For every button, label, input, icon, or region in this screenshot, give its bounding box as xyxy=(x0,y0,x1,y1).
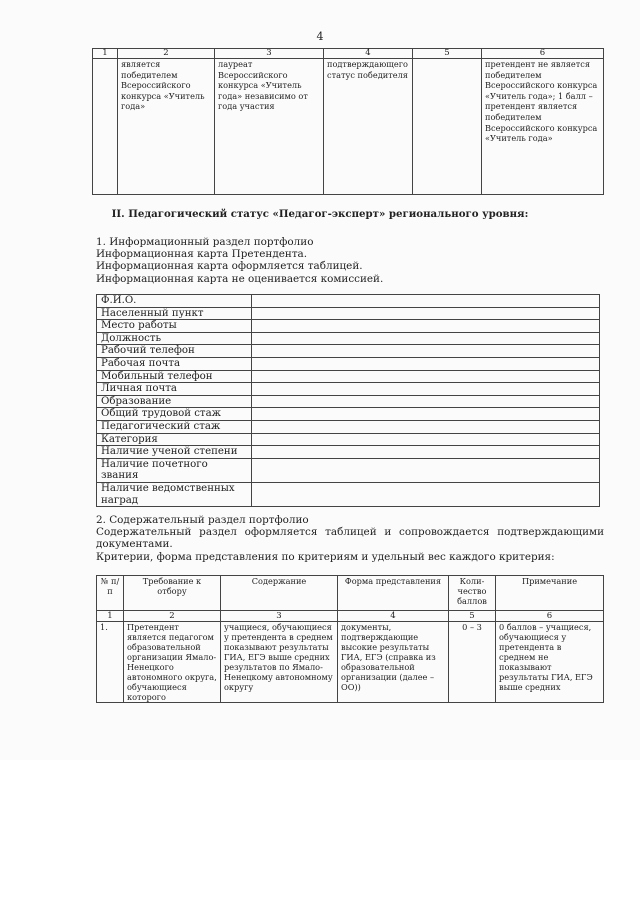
column-number-row xyxy=(97,611,604,622)
paragraph-line: 2. Содержательный раздел портфолио xyxy=(96,514,309,526)
row-label: Мобильный телефон xyxy=(97,370,252,383)
row-label: Место работы xyxy=(97,320,252,333)
paragraph-line: 1. Информационный раздел портфолио xyxy=(96,236,314,248)
table-cell: 0 баллов – учащиеся, обучающиеся у претендента в среднем не показывают результаты ГИА, ЕГЭ выше средних xyxy=(496,622,604,703)
table-cell: 2 xyxy=(118,49,215,59)
row-value xyxy=(252,408,600,421)
content-section-text xyxy=(96,514,604,563)
table-row xyxy=(97,420,600,433)
row-label: Наличие ученой степени xyxy=(97,446,252,459)
row-value xyxy=(252,307,600,320)
table-cell xyxy=(93,59,118,195)
row-value xyxy=(252,383,600,396)
table-cell: претендент не является победителем Всероссийского конкурса «Учитель года»; 1 балл – претендент является победителем Всероссийского конкурса «Учитель года» xyxy=(482,59,604,195)
row-value xyxy=(252,320,600,333)
table-cell: 1. xyxy=(97,622,124,703)
column-header: № п/п xyxy=(97,576,124,611)
table-row xyxy=(97,370,600,383)
table-row xyxy=(97,307,600,320)
table-row xyxy=(97,320,600,333)
row-label: Ф.И.О. xyxy=(97,295,252,308)
table-row xyxy=(97,446,600,459)
table-cell: является победителем Всероссийского конкурса «Учитель года» xyxy=(118,59,215,195)
column-header: Примечание xyxy=(496,576,604,611)
column-header: Содержание xyxy=(221,576,338,611)
table-cell: 4 xyxy=(338,611,449,622)
row-value xyxy=(252,420,600,433)
table-cell: 2 xyxy=(124,611,221,622)
row-value xyxy=(252,458,600,482)
table-row xyxy=(97,332,600,345)
paragraph-line: Содержательный раздел оформляется таблицей и сопровождается подтверждающими документами. xyxy=(96,526,604,551)
table-cell: 6 xyxy=(496,611,604,622)
row-label: Общий трудовой стаж xyxy=(97,408,252,421)
row-value xyxy=(252,295,600,308)
row-label: Категория xyxy=(97,433,252,446)
row-value xyxy=(252,345,600,358)
row-label: Должность xyxy=(97,332,252,345)
table-row xyxy=(97,482,600,506)
info-card-table xyxy=(96,294,600,507)
table-row xyxy=(97,295,600,308)
column-header: Коли-чество баллов xyxy=(449,576,496,611)
table-row xyxy=(93,59,604,195)
criteria-table-continued xyxy=(92,48,604,195)
row-label: Рабочий телефон xyxy=(97,345,252,358)
row-label: Рабочая почта xyxy=(97,357,252,370)
paragraph-line: Критерии, форма представления по критериям и удельный вес каждого критерия: xyxy=(96,550,555,563)
paragraph-line: Информационная карта не оценивается комиссией. xyxy=(96,272,384,285)
row-label: Наличие ведомственных наград xyxy=(97,482,252,506)
table-header-row xyxy=(97,576,604,611)
row-value xyxy=(252,446,600,459)
table-cell xyxy=(413,59,482,195)
page-number: 4 xyxy=(316,30,324,43)
table-row xyxy=(97,345,600,358)
table-cell: лауреат Всероссийского конкурса «Учитель года» независимо от года участия xyxy=(215,59,324,195)
paragraph-line: Информационная карта оформляется таблицей. xyxy=(96,260,363,273)
table-cell: 6 xyxy=(482,49,604,59)
table-cell: 5 xyxy=(413,49,482,59)
row-value xyxy=(252,332,600,345)
criteria-table xyxy=(96,575,604,703)
table-row xyxy=(97,622,604,703)
table-cell: 1 xyxy=(93,49,118,59)
table-cell: 3 xyxy=(215,49,324,59)
row-label: Личная почта xyxy=(97,383,252,396)
table-cell: 0 – 3 xyxy=(449,622,496,703)
table-row xyxy=(97,357,600,370)
column-header: Форма представления xyxy=(338,576,449,611)
table-cell: подтверждающего статус победителя xyxy=(324,59,413,195)
table-row xyxy=(97,408,600,421)
table-cell: 3 xyxy=(221,611,338,622)
row-label: Педагогический стаж xyxy=(97,420,252,433)
table-row xyxy=(97,395,600,408)
table-cell: 5 xyxy=(449,611,496,622)
table-cell: 4 xyxy=(324,49,413,59)
table-row xyxy=(97,458,600,482)
row-label: Образование xyxy=(97,395,252,408)
row-value xyxy=(252,395,600,408)
row-value xyxy=(252,433,600,446)
table-cell: 1 xyxy=(97,611,124,622)
table-header-row xyxy=(93,49,604,59)
row-value xyxy=(252,370,600,383)
table-row xyxy=(97,383,600,396)
table-cell: учащиеся, обучающиеся у претендента в среднем показывают результаты ГИА, ЕГЭ выше средних результатов по Ямало-Ненецкому автономному округу xyxy=(221,622,338,703)
row-label: Наличие почетного звания xyxy=(97,458,252,482)
paragraph-line: Информационная карта Претендента. xyxy=(96,248,308,261)
info-section-text xyxy=(96,236,604,285)
table-row xyxy=(97,433,600,446)
table-cell: Претендент является педагогом образовательной организации Ямало-Ненецкого автономного округа, обучающиеся которого xyxy=(124,622,221,703)
row-value xyxy=(252,482,600,506)
section-title: II. Педагогический статус «Педагог-эксперт» регионального уровня: xyxy=(111,208,529,220)
row-value xyxy=(252,357,600,370)
row-label: Населенный пункт xyxy=(97,307,252,320)
table-cell: документы, подтверждающие высокие результаты ГИА, ЕГЭ (справка из образовательной организации (далее – ОО)) xyxy=(338,622,449,703)
column-header: Требование к отбору xyxy=(124,576,221,611)
